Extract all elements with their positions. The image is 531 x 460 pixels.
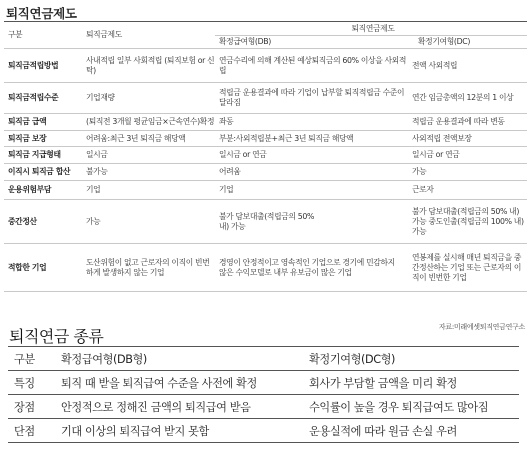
db-cell: 어려움 [215,164,408,181]
row-label: 장점 [8,395,55,419]
severance-cell: 불가능 [82,164,215,181]
section-title: 퇴직연금 종류 [9,327,104,346]
dc-cell: 전액 사외적립 [408,49,527,83]
db-cell: 연금수리에 의해 계산된 예상퇴직금의 60% 이상을 사외적립 [215,49,408,83]
db-cell: 부분:사외적립분+최근 3년 퇴직금 해당액 [215,131,408,147]
table-row [8,395,519,419]
severance-cell: 기업재량 [82,83,215,114]
dc-cell: 근로자 [408,181,527,200]
db-cell: 퇴직 때 받을 퇴직급여 수준을 사전에 확정 [55,371,303,395]
row-label: 단점 [8,419,55,443]
row-label: 퇴직금 보장 [4,131,82,147]
severance-cell: 기업 [82,181,215,200]
severance-cell: 도산위험이 없고 근로자의 이직이 빈번하게 발생하지 않는 기업 [82,244,215,292]
severance-cell: 어려움:최근 3년 퇴직금 해당액 [82,131,215,147]
dc-cell: 연간 임금총액의 12분의 1 이상 [408,83,527,114]
dc-cell: 일시금 or 연금 [408,147,527,164]
table-row [4,83,527,114]
severance-cell: 일시금 [82,147,215,164]
db-cell: 경영이 안정적이고 영속적인 기업으로 경기에 민감하지 않은 수익모델로 내부 유보금이 많은 기업 [215,244,408,292]
db-cell: 기업 [215,181,408,200]
dc-cell: 운용실적에 따라 원금 손실 우려 [303,419,519,443]
dc-cell: 적립금 운용결과에 따라 변동 [408,114,527,131]
row-label: 적합한 기업 [4,244,82,292]
dc-cell: 가능 [408,164,527,181]
row-label: 특징 [8,371,55,395]
header-db: 확정급여형(DB) [215,36,408,49]
header-dc: 확정기여형(DC형) [303,347,519,371]
table-row [4,200,527,244]
db-cell: 일시금 or 연금 [215,147,408,164]
table-row [8,419,519,443]
severance-cell: 가능 [82,200,215,244]
header-gubun: 구분 [4,22,82,49]
header-db: 확정급여형(DB형) [55,347,303,371]
db-cell: 불가 담보대출(적립금의 50% 내) 가능 [215,200,408,244]
row-label: 중간정산 [4,200,82,244]
table-row [8,371,519,395]
row-label: 퇴직금 지급형태 [4,147,82,164]
page-title: 퇴직연금제도 [6,6,77,21]
severance-cell: (퇴직전 3개월 평균임금×근속연수)확정 [82,114,215,131]
db-cell: 적립금 운용결과에 따라 기업이 납부할 퇴직적립금 수준이 달라짐 [215,83,408,114]
table-row [4,181,527,200]
row-label: 퇴직금적립방법 [4,49,82,83]
table-row [4,131,527,147]
table-row [4,114,527,131]
dc-cell: 불가 담보대출(적립금의 50% 내) 가능 중도인출(적립금의 100% 내) 가능 [408,200,527,244]
table-row [4,147,527,164]
pension-types-table [8,346,519,443]
row-label: 퇴직금 급액 [4,114,82,131]
row-label: 퇴직금적립수준 [4,83,82,114]
table-header-row [8,347,519,371]
table-row [4,244,527,292]
row-label: 운용위험부담 [4,181,82,200]
header-severance: 퇴직금제도 [82,22,215,49]
dc-cell: 회사가 부담할 금액을 미리 확정 [303,371,519,395]
db-cell: 안정적으로 정해진 금액의 퇴직급여 받음 [55,395,303,419]
header-gubun: 구분 [8,347,55,371]
header-dc: 확정기여형(DC) [408,36,527,49]
table-header-row [4,22,527,36]
pension-system-table [4,21,527,292]
db-cell: 기대 이상의 퇴직급여 받지 못함 [55,419,303,443]
severance-cell: 사내적립 일부 사회적립 (퇴직보험 or 신탁) [82,49,215,83]
table-row [4,49,527,83]
source-note: 자료:미래에셋퇴직연금연구소 [438,323,525,331]
dc-cell: 수익률이 높을 경우 퇴직급여도 많아짐 [303,395,519,419]
header-pension: 퇴직연금제도 [215,22,527,36]
db-cell: 좌동 [215,114,408,131]
row-label: 이직시 퇴직금 합산 [4,164,82,181]
dc-cell: 사외적립 전액보장 [408,131,527,147]
dc-cell: 연봉제를 실시해 매년 퇴직금을 중간정산하는 기업 또는 근로자의 이직이 빈번한 기업 [408,244,527,292]
table-row [4,164,527,181]
